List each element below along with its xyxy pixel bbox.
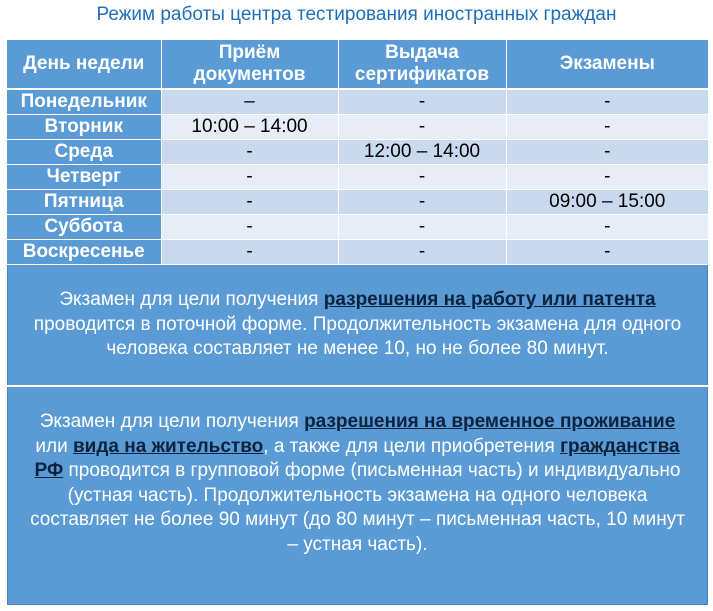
header-certificates: Выдача сертификатов (338, 40, 506, 89)
exams-cell: - (506, 215, 708, 240)
documents-cell: - (161, 165, 338, 190)
documents-cell: - (161, 240, 338, 265)
note-text: Экзамен для цели получения (59, 289, 324, 310)
note-highlight: гражданства РФ (34, 435, 680, 481)
certificates-cell: - (338, 165, 506, 190)
residence-exam-note (7, 410, 708, 557)
exams-cell: - (506, 165, 708, 190)
note-highlight: вида на жительство (72, 435, 264, 457)
day-cell: Суббота (7, 215, 161, 240)
table-row (7, 190, 708, 215)
table-row (7, 240, 708, 265)
header-exams: Экзамены (506, 40, 708, 89)
certificates-cell: - (338, 240, 506, 265)
note-highlight: разрешения на временное проживание (304, 411, 676, 432)
schedule-table (7, 40, 708, 265)
day-cell: Среда (7, 140, 161, 165)
certificates-cell: - (338, 215, 506, 240)
exams-cell: - (506, 115, 708, 140)
table-row (7, 115, 708, 140)
note-highlight: разрешения на работу или патента (323, 289, 656, 310)
section-divider (7, 385, 708, 387)
note-text: , а также для цели приобретения (263, 435, 561, 457)
table-row (7, 215, 708, 240)
table-row (7, 165, 708, 190)
table-header-row (7, 40, 708, 89)
day-cell: Четверг (7, 165, 161, 190)
note-text: проводится в поточной форме. Продолжительность экзамена для одного человека составляет не менее 10, но не более 80 минут. (33, 313, 682, 359)
note-text: Экзамен для цели получения (39, 411, 305, 432)
day-cell: Понедельник (7, 89, 161, 115)
certificates-cell: 12:00 – 14:00 (338, 140, 506, 165)
certificates-cell: - (338, 190, 506, 215)
certificates-cell: - (338, 115, 506, 140)
table-row (7, 89, 708, 115)
exams-cell: 09:00 – 15:00 (506, 190, 708, 215)
header-documents: Приём документов (161, 40, 338, 89)
documents-cell: – (161, 89, 338, 115)
note-text: или (35, 435, 73, 457)
day-cell: Воскресенье (7, 240, 161, 265)
day-cell: Вторник (7, 115, 161, 140)
documents-cell: - (161, 190, 338, 215)
table-row (7, 140, 708, 165)
documents-cell: - (161, 215, 338, 240)
certificates-cell: - (338, 89, 506, 115)
work-permit-exam-note (7, 288, 708, 362)
note-text: проводится в групповой форме (письменная часть) и индивидуально (устная часть). Продолжительность экзамена на одного человека составляет не более 90 минут (до 80 минут – письменная часть, 10 минут – устная часть). (30, 460, 685, 555)
exams-cell: - (506, 240, 708, 265)
page-title: Режим работы центра тестирования иностранных граждан (96, 4, 617, 25)
documents-cell: - (161, 140, 338, 165)
exams-cell: - (506, 140, 708, 165)
header-day: День недели (7, 40, 161, 89)
documents-cell: 10:00 – 14:00 (161, 115, 338, 140)
exams-cell: - (506, 89, 708, 115)
day-cell: Пятница (7, 190, 161, 215)
